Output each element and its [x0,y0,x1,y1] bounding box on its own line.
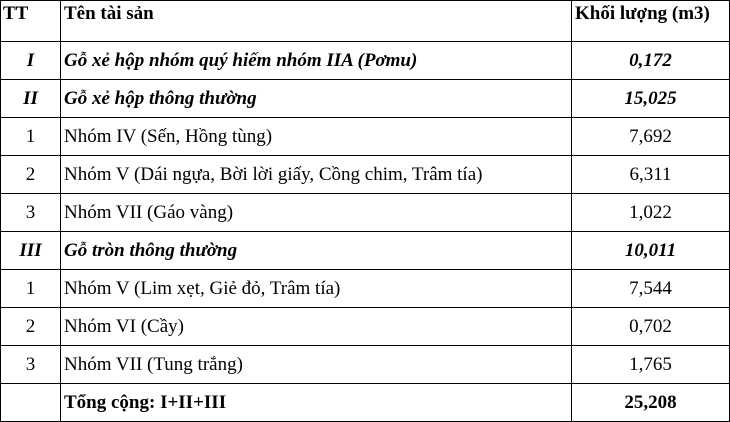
row-asset-name: Nhóm VII (Gáo vàng) [61,194,572,232]
row-volume: 10,011 [572,232,730,270]
row-number: 3 [1,346,61,384]
row-number: 1 [1,118,61,156]
header-tt: TT [1,1,61,42]
table-row [1,156,730,194]
row-asset-name: Gỗ xẻ hộp nhóm quý hiếm nhóm IIA (Pơmu) [61,42,572,80]
table-header-row [1,1,730,42]
table-row [1,308,730,346]
row-asset-name: Nhóm V (Lim xẹt, Giẻ đỏ, Trâm tía) [61,270,572,308]
table-row [1,232,730,270]
total-row [1,384,730,422]
table-row [1,346,730,384]
row-number: 3 [1,194,61,232]
header-asset-name: Tên tài sản [61,1,572,42]
row-number: 2 [1,156,61,194]
row-volume: 6,311 [572,156,730,194]
total-number [1,384,61,422]
row-number: 1 [1,270,61,308]
table-row [1,42,730,80]
row-volume: 7,544 [572,270,730,308]
row-number: I [1,42,61,80]
table-row [1,270,730,308]
row-asset-name: Gỗ xẻ hộp thông thường [61,80,572,118]
row-volume: 1,022 [572,194,730,232]
row-volume: 7,692 [572,118,730,156]
row-number: II [1,80,61,118]
row-volume: 0,702 [572,308,730,346]
total-volume: 25,208 [572,384,730,422]
table-row [1,194,730,232]
row-asset-name: Nhóm IV (Sến, Hồng tùng) [61,118,572,156]
row-asset-name: Nhóm VII (Tung trắng) [61,346,572,384]
row-volume: 15,025 [572,80,730,118]
row-volume: 1,765 [572,346,730,384]
header-volume: Khối lượng (m3) [572,1,730,42]
row-number: 2 [1,308,61,346]
table-row [1,80,730,118]
row-volume: 0,172 [572,42,730,80]
row-asset-name: Nhóm VI (Cầy) [61,308,572,346]
total-label: Tổng cộng: I+II+III [61,384,572,422]
row-asset-name: Nhóm V (Dái ngựa, Bời lời giấy, Cồng chim, Trâm tía) [61,156,572,194]
row-asset-name: Gỗ tròn thông thường [61,232,572,270]
row-number: III [1,232,61,270]
table-row [1,118,730,156]
